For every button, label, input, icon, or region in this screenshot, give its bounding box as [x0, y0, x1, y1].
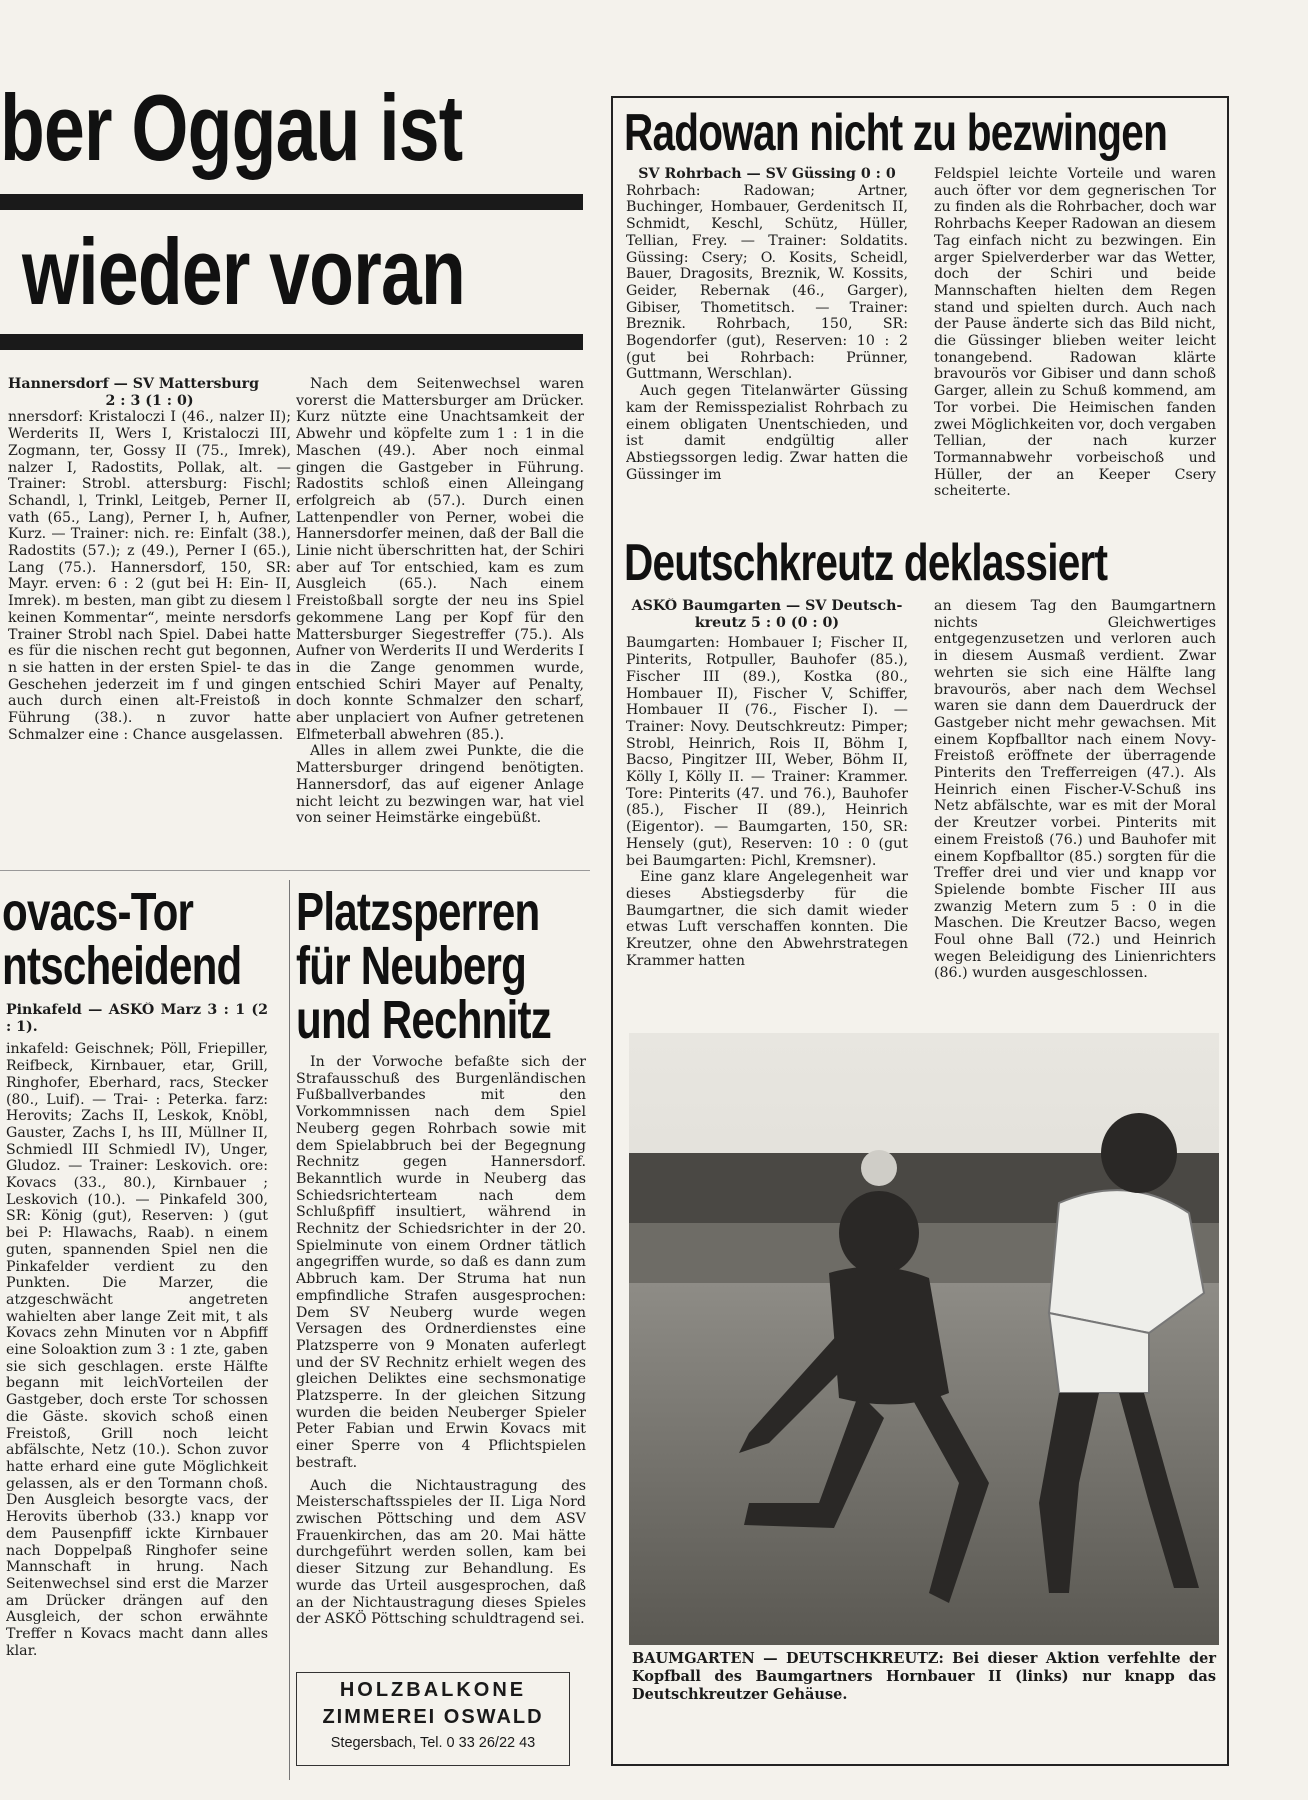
platz-headline-line3: und Rechnitz	[296, 990, 552, 1050]
kovacs-column	[6, 1002, 268, 1792]
platz-headline-line2: für Neuberg	[296, 936, 527, 996]
match-photo-image	[629, 1033, 1219, 1645]
deutsch-headline: Deutschkreutz deklassiert	[624, 534, 1108, 592]
headline-rule-2	[0, 334, 583, 350]
match-photo	[629, 1033, 1219, 1645]
kovacs-match-head: Pinkafeld — ASKÖ Marz 3 : 1 (2 : 1).	[6, 1002, 268, 1035]
radowan-lineups: Rohrbach: Radowan; Artner, Buchinger, Hombauer, Gerdenitsch II, Schmidt, Keschl, Schütz, Hüller, Tellian, Frey. — Trainer: Soldatits. Güssing: Csery; O. Kosits, Scheidl, Bauer, Dragosits, Breznik, W. Kossits, Geider, Rebernak (46., Garger), Gibiser, Thometitsch. — Trainer: Breznik. Rohrbach, 150, SR: Bogendorfer (gut), Reserven: 10 : 2 (gut bei Rohrbach: Prünner, Guttmann, Werschlan).	[626, 182, 908, 383]
deutsch-column-2	[934, 598, 1216, 1018]
column-divider	[289, 880, 290, 1780]
mattersburg-report-end: Alles in allem zwei Punkte, die die Mattersburger dringend benötigten. Hannersdorf, das auf eigener Anlage nicht leicht zu bezwingen war, hat viel von seiner Heimstärke eingebüßt.	[296, 743, 584, 827]
deutsch-lineups: Baumgarten: Hombauer I; Fischer II, Pinterits, Rotpuller, Bauhofer (85.), Fischer III (89.), Kostka (80., Hombauer II), Fischer V, Schiffer, Hombauer II (76., Fischer I). — Trainer: Novy. Deutschkreutz: Pimper; Strobl, Heinrich, Rois II, Böhm I, Bacso, Pingitzer III, Weber, Böhm II, Kölly I, Kölly II. — Trainer: Krammer. Tore: Pinterits (47. und 76.), Bauhofer (85.), Fischer II (89.), Heinrich (Eigentor). — Baumgarten, 150, SR: Hensely (gut), Reserven: 10 : 0 (gut bei Baumgarten: Pichl, Kremsner).	[626, 635, 908, 869]
deutsch-match-head-2: kreutz 5 : 0 (0 : 0)	[694, 614, 840, 631]
kovacs-body: inkafeld: Geischnek; Pöll, Friepiller, Reifbeck, Kirnbauer, etar, Grill, Ringhofer, Eberhard, racs, Stecker (80., Luif). — Trai- : Peterka. farz: Herovits; Zachs II, Leskok, Knöbl, Gauster, Zachs I, hs III, Müllner II, Schmiedl III Schmiedl IV), Unger, Gludoz. — Trainer: Leskovich. ore: Kovacs (33., 80.), Kirnbauer ; Leskovich (10.). — Pinkafeld 300, SR: König (gut), Reserven: ) (gut bei P: Hlawachs, Raab). n einem guten, spannenden Spiel nen die Pinkafelder verdient zu den Punkten. Die Marzer, die atzgeschwächt angetreten wahielten aber lange Zeit mit, t als Kovacs zehn Minuten vor n Abpfiff eine Soloaktion zum 3 : 1 zte, gaben sie sich geschlagen. erste Hälfte begann mit leichVorteilen der Gastgeber, doch erste Tor schossen die Gäste. skovich schoß einen Freistoß, Grill noch leicht abfälschte, Netz (10.). Schon zuvor hatte erhard eine gute Möglichkeit gelassen, als er den Tormann choß. Den Ausgleich besorgte vacs, der Herovits überhob (33.) knapp vor dem Pausenpfiff ickte Kirnbauer nach Doppelpaß Ringhofer seine Mannschaft in hrung. Nach Seitenwechsel sind erst die Marzer am Drücker drängen auf den Ausgleich, der schon erwähnte Treffer n Kovacs macht dann alles klar.	[6, 1041, 268, 1659]
deutsch-report-end: an diesem Tag den Baumgartnern nichts Gleichwertiges entgegenzusetzen und verloren auch in diesem Ausmaß verdient. Zwar wehrten sie sich eine Hälfte lang bravourös, aber nach dem Wechsel waren sie dann dem Dauerdruck der Gastgeber nicht mehr gewachsen. Mit einem Kopfballtor nach einem Novy-Freistoß eröffnete der überragende Pinterits den Trefferreigen (47.). Als Heinrich einen Fischer-V-Schuß ins Netz abfälschte, war es mit der Moral der Kreutzer vorbei. Pinterits mit einem Freistoß (76.) und Bauhofer mit einem Kopfballtor (85.) sorgten für die Treffer drei und vier und knapp vor Spielende bombte Fischer III aus zwanzig Metern zum 5 : 0 in die Maschen. Die Kreutzer Bacso, wegen Foul ohne Ball (72.) und Heinrich wegen Beleidigung des Linienrichters (86.) wurden ausgeschlossen.	[934, 598, 1216, 982]
ad-line1: HOLZBALKONE	[339, 1679, 527, 1701]
mattersburg-score: 2 : 3 (1 : 0)	[105, 392, 194, 409]
kovacs-headline-line2: ntscheidend	[2, 936, 242, 996]
ad-line2: ZIMMEREI OSWALD	[322, 1706, 544, 1728]
deutsch-column-1	[626, 598, 908, 1018]
deutsch-report-start: Eine ganz klare Angelegenheit war dieses Abstiegsderby für die Baumgartner, die sich damit wieder etwas Luft verschaffen konnten. Die Kreutzer, ohne den Abwehrstrategen Krammer hatten	[626, 869, 908, 969]
advertisement-box	[296, 1672, 570, 1766]
ad-line3: Stegersbach, Tel. 0 33 26/22 43	[330, 1735, 536, 1751]
platz-column	[296, 1054, 586, 1632]
radowan-report-end: Feldspiel leichte Vorteile und waren auch öfter vor dem gegnerischen Tor zu finden als die Rohrbacher, doch war Rohrbachs Keeper Radowan an diesem Tag einfach nicht zu bezwingen. Ein arger Spielverderber war das Wetter, doch der Schiri und beide Mannschaften hielten dem Regen stand und spielten durch. Auch nach der Pause änderte sich das Bild nicht, die Güssinger blieben weiter leicht tonangebend. Radowan klärte bravourös vor Gibiser und dann schoß Garger, allein zu Schuß kommend, am Tor vorbei. Die Heimischen fanden zwei Möglichkeiten vor, doch vergaben Tellian, der nach kurzer Tormannabwehr vorbeischoß und Hüller, der an Keeper Csery scheiterte.	[934, 166, 1216, 500]
deutsch-match-head-1: ASKÖ Baumgarten — SV Deutsch-	[631, 598, 903, 614]
section-divider	[0, 870, 590, 871]
mattersburg-column-2	[296, 376, 584, 864]
radowan-column-1	[626, 166, 908, 544]
mattersburg-column-1	[8, 376, 291, 864]
mattersburg-lineups: nnersdorf: Kristaloczi I (46., nalzer II); Werderits II, Wers I, Kristaloczi III, Zogmann, ter, Gossy II (75., Imrek), nalzer I, Radostits, Pollak, alt. — Trainer: Strobl. attersburg: Fischl; Schandl, l, Trinkl, Leitgeb, Perner II, vath (65., Lang), Perner I, h, Aufner, Kurz. — Trainer: nich. re: Einfalt (38.), Radostits (57.); z (49.), Perner I (65.), Lang (75.). Hannersdorf, 150, SR: Mayr. erven: 6 : 2 (gut bei H: Ein- II, Imrek). m besten, man gibt zu diesem l keinen Kommentar“, meinte nersdorfs Trainer Strobl nach Spiel. Dabei hatte es für die nischen recht gut begonnen, n sie hatten in der ersten Spiel- te das Geschehen jederzeit im f und gingen auch durch einen alt-Freistoß in Führung (38.). n zuvor hatte Schmalzer eine : Chance ausgelassen.	[8, 409, 291, 743]
radowan-match-head: SV Rohrbach — SV Güssing 0 : 0	[638, 166, 896, 182]
headline-rule-1	[0, 194, 583, 210]
platz-body-1: In der Vorwoche befaßte sich der Strafausschuß des Burgenländischen Fußballverbandes mit den Vorkommnissen nach dem Spiel Neuberg gegen Rohrbach sowie mit dem Spielabbruch bei der Begegnung Rechnitz gegen Hannersdorf. Bekanntlich wurde in Neuberg das Schiedsrichterteam nach dem Schlußpfiff insultiert, während in Rechnitz der Schiedsrichter in der 20. Spielminute von einem Ordner tätlich angegriffen wurde, so daß es dann zum Abbruch kam. Der Struma hat nun empfindliche Strafen ausgesprochen: Dem SV Neuberg wurde wegen Versagen des Ordnerdienstes eine Platzsperre von 9 Monaten auferlegt und der SV Rechnitz erhielt wegen des gleichen Deliktes eine sechsmonatige Platzsperre. In der gleichen Sitzung wurden die beiden Neuberger Spieler Peter Fabian und Erwin Kovacs mit einer Sperre von 4 Pflichtspielen bestraft.	[296, 1054, 586, 1471]
radowan-column-2	[934, 166, 1216, 544]
platz-body-2: Auch die Nichtaustragung des Meisterschaftsspieles der II. Liga Nord zwischen Pöttsching und dem ASV Frauenkirchen, das am 20. Mai hätte durchgeführt werden sollen, kam bei dieser Sitzung zur Behandlung. Es wurde das Urteil ausgesprochen, daß an der Nichtaustragung dieses Spieles der ASKÖ Pöttsching schuldtragend sei.	[296, 1477, 586, 1628]
main-headline-line1: ber Oggau ist	[0, 75, 463, 180]
main-headline-line2: wieder voran	[22, 219, 465, 324]
photo-caption: BAUMGARTEN — DEUTSCHKREUTZ: Bei dieser Aktion verfehlte der Kopfball des Baumgartners Hornbauer II (links) nur knapp das Deutschkreutzer Gehäuse.	[632, 1650, 1216, 1703]
radowan-headline: Radowan nicht zu bezwingen	[624, 104, 1168, 162]
radowan-report-start: Auch gegen Titelanwärter Güssing kam der Remisspezialist Rohrbach zu einem obligaten Unentschieden, und ist damit endgültig aller Abstiegssorgen ledig. Zwar hatten die Güssinger im	[626, 383, 908, 483]
mattersburg-match-head: Hannersdorf — SV Mattersburg	[8, 376, 260, 392]
platz-headline-line1: Platzsperren	[296, 882, 540, 942]
kovacs-headline-line1: ovacs-Tor	[2, 882, 194, 942]
mattersburg-report: Nach dem Seitenwechsel waren vorerst die Mattersburger am Drücker. Kurz nützte eine Unachtsamkeit der Abwehr und köpfelte zum 1 : 1 in die Maschen (49.). Aber noch einmal gingen die Gastgeber in Führung. Radostits schloß einen Alleingang erfolgreich ab (57.). Durch einen Lattenpendler von Perner, wobei die Hannersdorfer meinen, daß der Ball die Linie nicht überschritten hat, der Schiri aber auf Tor entschied, kam es zum Ausgleich (65.). Nach einem Freistoßball sorgte der neu ins Spiel gekommene Lang per Kopf für den Mattersburger Siegestreffer (75.). Als Aufner von Werderits II und Werderits I in die Zange genommen wurde, entschied Schiri Mayer auf Penalty, doch konnte Schmalzer den scharf, aber unplaciert von Aufner getretenen Elfmeterball abwehren (85.).	[296, 376, 584, 743]
